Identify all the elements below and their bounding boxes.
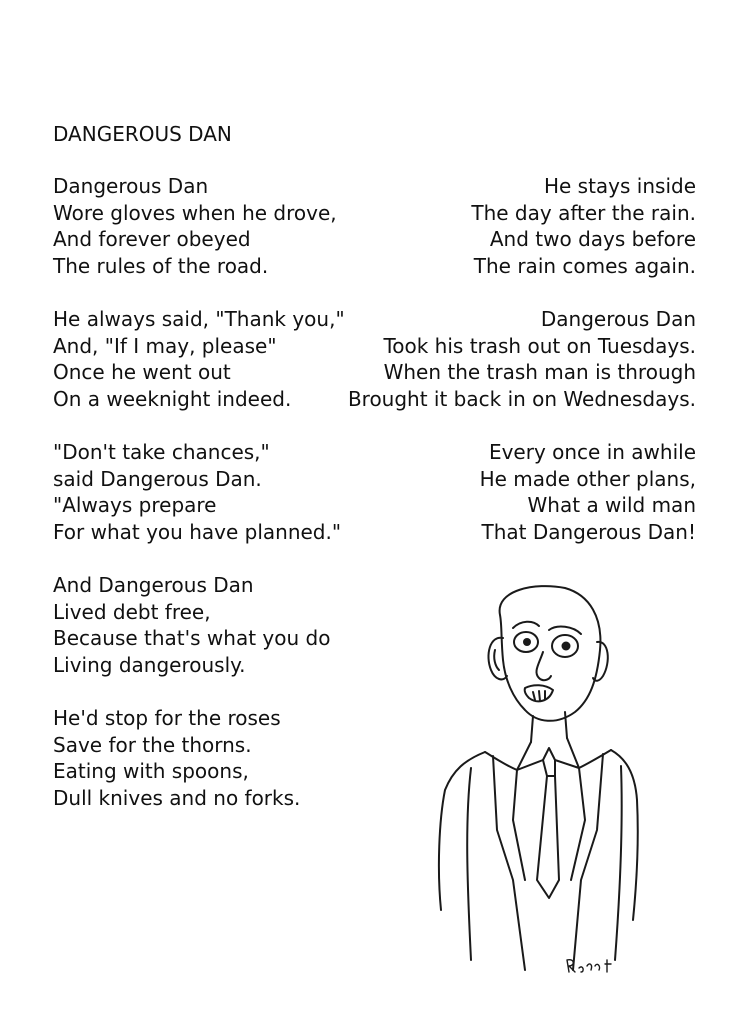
poem-line: Dangerous Dan [540,307,696,331]
jacket-right-body [611,750,638,960]
poem-line: Brought it back in on Wednesdays. [347,386,696,411]
stanza [316,173,696,279]
poem-line: The day after the rain. [471,200,696,225]
poem-line: Because that's what you do [53,626,331,650]
poem-line: Eating with spoons, [53,759,249,783]
shirt-collar [517,738,579,770]
tie [537,776,559,898]
poem-line: Dangerous Dan [53,174,209,198]
jacket-left-lapel-inner [493,756,525,970]
poem-line: "Don't take chances," [53,440,270,464]
poem-line: He made other plans, [479,466,696,491]
poem-line: He'd stop for the roses [53,706,281,730]
dan-illustration [425,580,645,980]
poem-line: Every once in awhile [488,440,696,464]
jacket-right-lapel [571,750,611,880]
left-pupil [523,638,531,646]
poem-line: Wore gloves when he drove, [53,200,337,225]
right-pupil [562,642,571,651]
poem-line: And Dangerous Dan [53,573,254,597]
poem-line: Once he went out [53,360,231,384]
stanza [53,572,383,678]
poem-line: That Dangerous Dan! [481,519,696,544]
poem-line: The rules of the road. [53,253,269,278]
poem-line: said Dangerous Dan. [53,466,262,491]
poem-line: And two days before [489,227,696,251]
ear-detail [494,650,499,670]
poem-line: Dull knives and no forks. [53,785,301,810]
stanza [53,705,383,811]
poem-line: When the trash man is through [383,360,696,384]
poem-line: What a wild man [527,493,696,517]
poem-line: Save for the thorns. [53,732,252,757]
dan-sketch [425,580,645,980]
head-outline [500,586,601,721]
poem-line: Lived debt free, [53,599,211,624]
jacket-right-lapel-inner [573,754,603,970]
poem-line: Took his trash out on Tuesdays. [383,333,696,358]
poem-line: For what you have planned." [53,519,342,544]
poem-title: DANGEROUS DAN [53,122,232,146]
nose [536,652,551,680]
poem-right-column [316,173,696,572]
stanza [316,439,696,545]
left-eyebrow [513,622,539,628]
jacket-left-lapel [485,752,525,880]
poem-line: He always said, "Thank you," [53,307,345,331]
poem-line: On a weeknight indeed. [53,386,292,411]
poem-line: "Always prepare [53,493,217,517]
stanza [316,306,696,412]
tie-knot [543,760,555,776]
poem-line: Living dangerously. [53,652,246,677]
poem-line: And, "If I may, please" [53,333,277,358]
jacket-left-body [439,752,485,960]
neck [531,712,567,742]
poem-line: The rain comes again. [473,253,696,278]
poem-line: He stays inside [543,174,696,198]
right-eyebrow [549,627,581,634]
poem-line: And forever obeyed [53,227,251,251]
